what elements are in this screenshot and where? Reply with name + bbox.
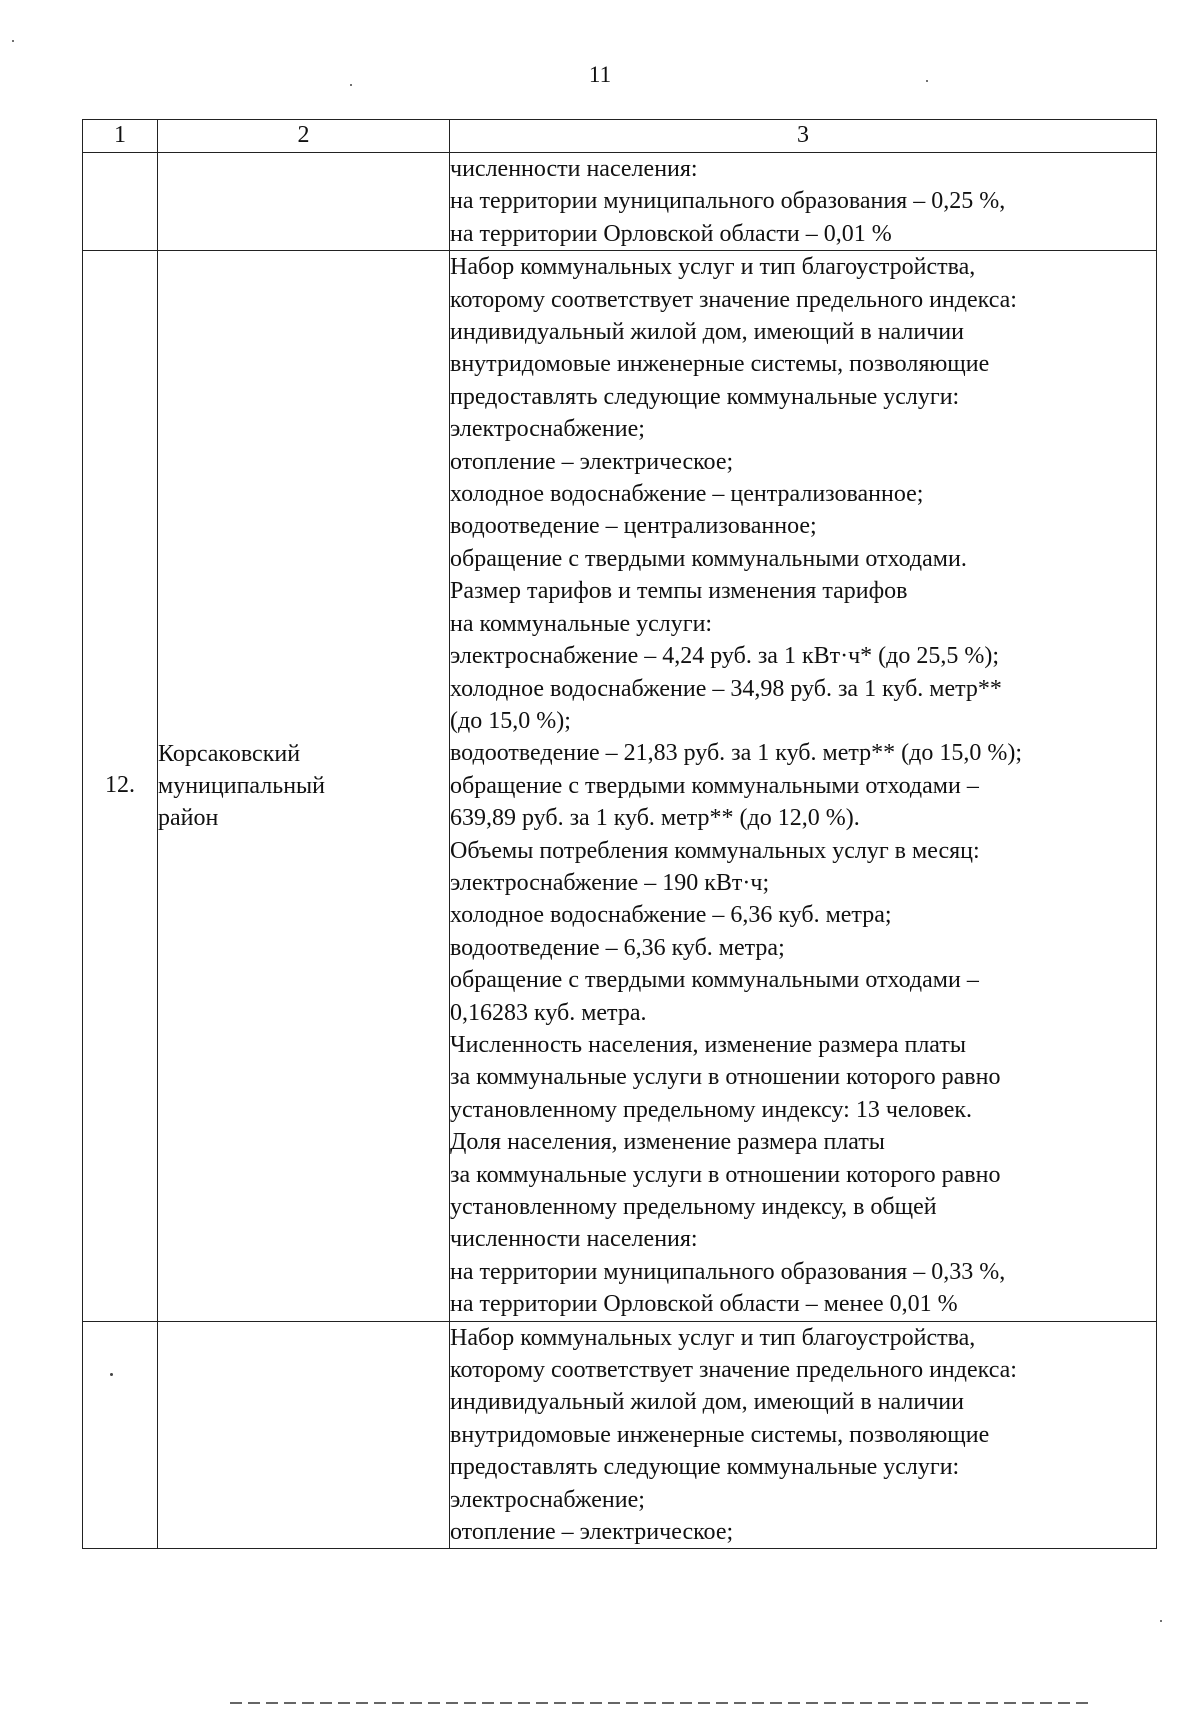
scan-speck xyxy=(926,80,928,82)
text-line: численности населения: xyxy=(450,1226,698,1253)
scan-speck xyxy=(12,40,14,42)
text-line: на территории Орловской области – менее 0,01 % xyxy=(450,1291,958,1318)
text-line: за коммунальные услуги в отношении которого равно xyxy=(450,1064,1001,1091)
text-line: установленному предельному индексу, в общей xyxy=(450,1194,937,1220)
text-line: Размер тарифов и темпы изменения тарифов xyxy=(450,578,908,605)
text-line: Численность населения, изменение размера платы xyxy=(450,1031,966,1058)
scan-speck xyxy=(1160,1620,1162,1622)
row-next-number xyxy=(83,1321,158,1549)
tariff-table xyxy=(82,119,1157,1549)
text-line: холодное водоснабжение – 6,36 куб. метра; xyxy=(450,902,892,929)
text-line: 0,16283 куб. метра. xyxy=(450,999,647,1026)
text-line: на территории муниципального образования – 0,33 %, xyxy=(450,1258,1006,1285)
row-cont-name xyxy=(158,153,450,251)
table-row-12 xyxy=(83,251,1157,1321)
text-line: предоставлять следующие коммунальные услуги: xyxy=(450,1454,960,1481)
text-line: водоотведение – 21,83 руб. за 1 куб. метр** (до 15,0 %); xyxy=(450,740,1022,767)
table-row-next xyxy=(83,1321,1157,1549)
table-header-row xyxy=(83,120,1157,153)
text-line: холодное водоснабжение – 34,98 руб. за 1 куб. метр** xyxy=(450,675,1002,702)
row-cont-number xyxy=(83,153,158,251)
text-line: Набор коммунальных услуг и тип благоустройства, xyxy=(450,1324,976,1351)
header-col-2: 2 xyxy=(158,120,450,153)
text-line: внутридомовые инженерные системы, позволяющие xyxy=(450,351,990,378)
text-line: индивидуальный жилой дом, имеющий в наличии xyxy=(450,319,964,346)
district-name-line: Корсаковский xyxy=(158,740,301,767)
text-line: обращение с твердыми коммунальными отходами. xyxy=(450,545,967,572)
text-line: на территории Орловской области – 0,01 % xyxy=(450,220,892,247)
text-line: на коммунальные услуги: xyxy=(450,610,713,637)
text-line: водоотведение – централизованное; xyxy=(450,513,817,540)
text-line: индивидуальный жилой дом, имеющий в наличии xyxy=(450,1389,964,1416)
scan-speck xyxy=(350,84,352,86)
text-line: (до 15,0 %); xyxy=(450,707,571,734)
text-line: установленному предельному индексу: 13 человек. xyxy=(450,1096,973,1123)
text-line: численности населения: xyxy=(450,156,698,182)
text-line: за коммунальные услуги в отношении которого равно xyxy=(450,1161,1001,1188)
row-next-name xyxy=(158,1321,450,1549)
text-line: электроснабжение – 4,24 руб. за 1 кВт·ч* (до 25,5 %); xyxy=(450,643,1000,670)
scan-edge-line xyxy=(230,1702,1090,1704)
header-col-3: 3 xyxy=(450,120,1157,153)
text-line: которому соответствует значение предельного индекса: xyxy=(450,1357,1017,1384)
text-line: внутридомовые инженерные системы, позволяющие xyxy=(450,1421,990,1448)
text-line: электроснабжение – 190 кВт·ч; xyxy=(450,869,770,896)
row-12-content xyxy=(450,251,1157,1321)
text-line: 639,89 руб. за 1 куб. метр** (до 12,0 %). xyxy=(450,805,860,832)
district-name-line: муниципальный xyxy=(158,772,326,799)
text-line: Набор коммунальных услуг и тип благоустройства, xyxy=(450,254,976,281)
row-12-number: 12. xyxy=(83,251,158,1321)
text-line: которому соответствует значение предельного индекса: xyxy=(450,286,1017,313)
text-line: холодное водоснабжение – централизованное; xyxy=(450,481,924,508)
text-line: обращение с твердыми коммунальными отходами – xyxy=(450,772,979,799)
text-line: электроснабжение; xyxy=(450,416,645,443)
text-line: обращение с твердыми коммунальными отходами – xyxy=(450,967,979,994)
page-number: 11 xyxy=(588,62,612,87)
text-line: электроснабжение; xyxy=(450,1486,645,1513)
text-line: Доля населения, изменение размера платы xyxy=(450,1129,885,1156)
text-line: отопление – электрическое; xyxy=(450,1519,734,1546)
text-line: на территории муниципального образования – 0,25 %, xyxy=(450,188,1006,215)
text-line: Объемы потребления коммунальных услуг в месяц: xyxy=(450,837,980,864)
district-name-line: район xyxy=(158,804,219,831)
scan-speck xyxy=(110,1373,113,1376)
row-12-district xyxy=(158,251,450,1321)
row-next-content xyxy=(450,1321,1157,1549)
row-cont-content xyxy=(450,153,1157,251)
text-line: предоставлять следующие коммунальные услуги: xyxy=(450,383,960,410)
text-line: водоотведение – 6,36 куб. метра; xyxy=(450,934,785,961)
header-col-1: 1 xyxy=(83,120,158,153)
table-row-continuation xyxy=(83,153,1157,251)
text-line: отопление – электрическое; xyxy=(450,448,734,475)
